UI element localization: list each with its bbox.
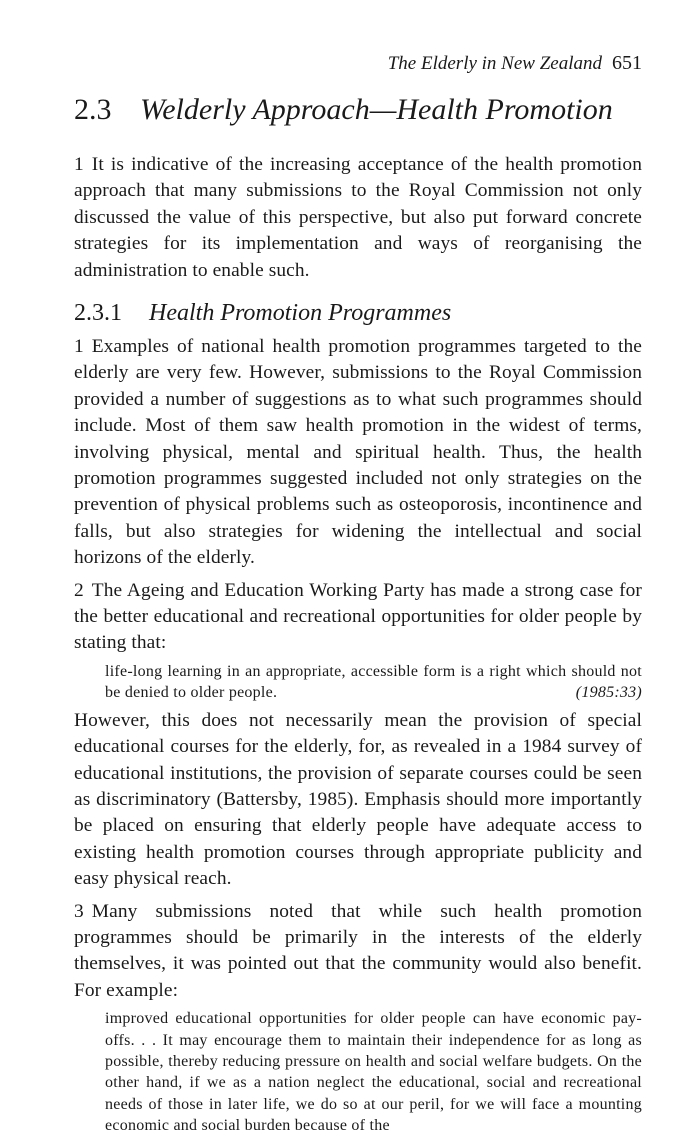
section-body: [74, 152, 642, 284]
subsection-title: Health Promotion Programmes: [149, 300, 452, 326]
paragraph-number: 2: [74, 579, 84, 601]
block-quote-1: [74, 661, 642, 704]
paragraph-text: The Ageing and Education Working Party has made a strong case for the better educational and recreational opportunities for older people by stating that:: [74, 579, 642, 654]
quote-citation: (1985:33): [575, 684, 642, 702]
subsection-body: [74, 334, 642, 1137]
paragraph-text: Examples of national health promotion programmes targeted to the elderly are very few. However, submissions to the Royal Commission provided a number of suggestions as to what such programmes should include. Most of them saw health promotion in the widest of terms, involving physical, mental and spiritual health. Thus, the health promotion programmes suggested included not only strategies on the prevention of physical problems such as osteoporosis, incontinence and falls, but also strategies for widening the intellectual and social horizons of the elderly.: [74, 336, 642, 569]
subsection-paragraph-2-continued: [74, 708, 642, 893]
subsection-heading: [74, 298, 642, 328]
quote-text: improved educational opportunities for older people can have economic pay-offs. . . It may encourage them to maintain their independence for as long as possible, thereby reducing pressure on health and social welfare budgets. On the other hand, if we as a nation neglect the educational, social and recreational needs of those in later life, we do so at our peril, for we will face a mounting economic and social burden because of the: [105, 1010, 642, 1135]
subsection-paragraph-2: [74, 578, 642, 657]
running-head: [74, 52, 642, 75]
block-quote-2: [74, 1008, 642, 1136]
block-quote-text: [105, 1008, 642, 1136]
paragraph-text: However, this does not necessarily mean the provision of special educational courses for the elderly, for, as revealed in a 1984 survey of educational institutions, the provision of separate courses could be seen as discriminatory (Battersby, 1985). Emphasis should more importantly be placed on ensuring that elderly people have adequate access to existing health promotion courses through appropriate publicity and easy physical reach.: [74, 709, 642, 890]
quote-text: life-long learning in an appropriate, accessible form is a right which should not be denied to older people.: [105, 662, 642, 702]
section-heading: [74, 92, 642, 128]
paragraph-1: [74, 152, 642, 284]
subsection-paragraph-3: [74, 899, 642, 1005]
subsection-paragraph-1: [74, 334, 642, 572]
block-quote-text: [105, 661, 642, 704]
page-number: 651: [612, 52, 642, 74]
running-head-title: The Elderly in New Zealand: [387, 53, 602, 74]
paragraph-text: Many submissions noted that while such health promotion programmes should be primarily in the interests of the elderly themselves, it was pointed out that the community would also benefit. For example:: [74, 900, 642, 1001]
paragraph-text: It is indicative of the increasing acceptance of the health promotion approach that many submissions to the Royal Commission not only discussed the value of this perspective, but also put forward concrete strategies for its implementation and ways of reorganising the administration to enable such.: [74, 154, 642, 281]
paragraph-number: 1: [74, 336, 84, 357]
subsection-number: 2.3.1: [74, 300, 122, 326]
section-title: Welderly Approach—Health Promotion: [140, 93, 613, 126]
paragraph-number: 3: [74, 900, 84, 922]
paragraph-number: 1: [74, 154, 84, 175]
section-number: 2.3: [74, 93, 112, 126]
